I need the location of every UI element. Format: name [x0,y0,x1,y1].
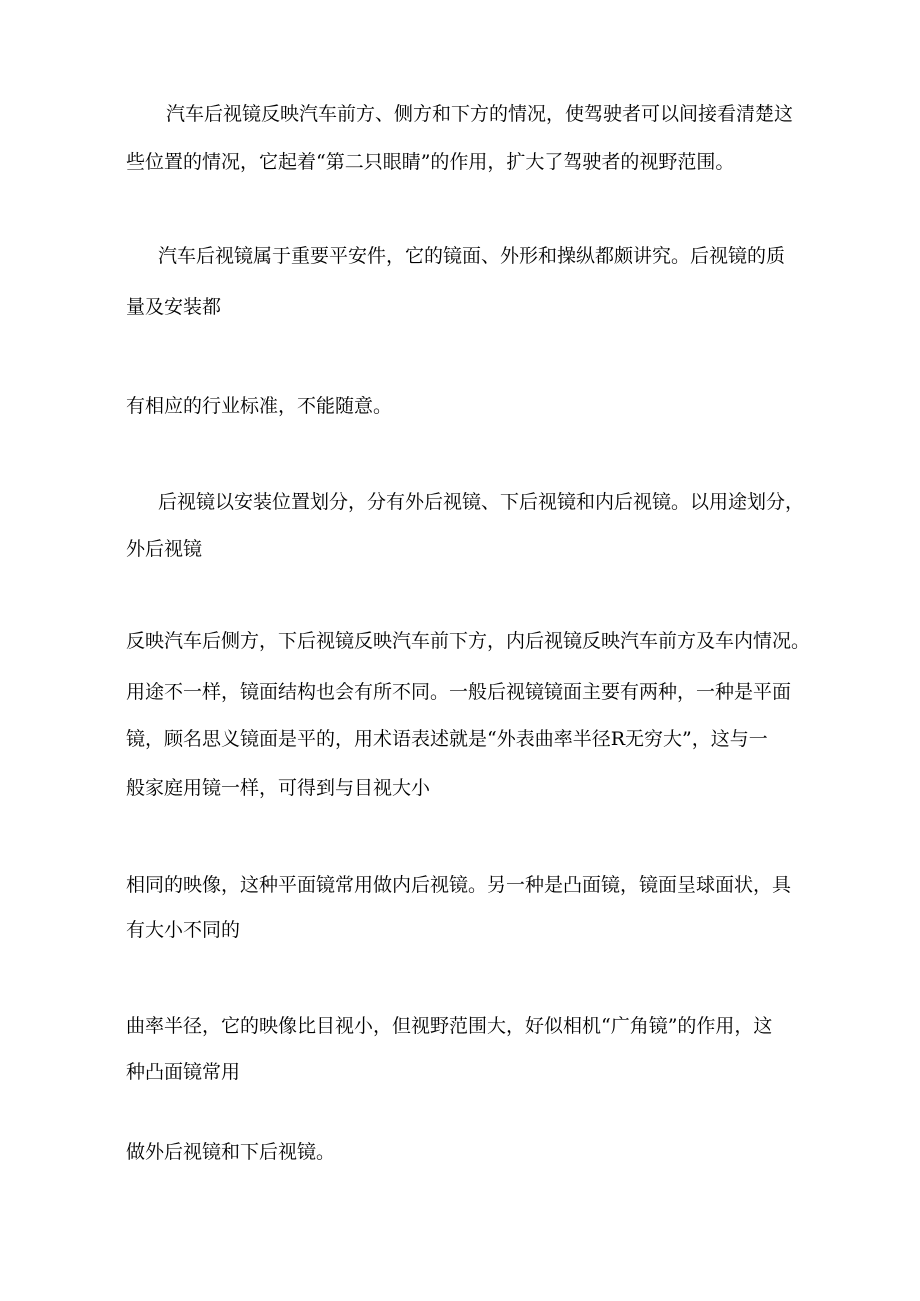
text-line: 汽车后视镜反映汽车前方、侧方和下方的情况，使驾驶者可以间接看清楚这 [166,103,794,125]
text-line: 后视镜以安装位置划分，分有外后视镜、下后视镜和内后视镜。以用途划分， [158,491,805,513]
text-line: 做外后视镜和下后视镜。 [126,1141,336,1163]
text-line: 有大小不同的 [126,919,241,941]
text-line: 用途不一样，镜面结构也会有所不同。一般后视镜镜面主要有两种，一种是平面 [126,681,792,703]
text-line: 曲率半径，它的映像比目视小，但视野范围大，好似相机“广角镜”的作用，这 [126,1015,773,1037]
text-line: 镜，顾名思义镜面是平的，用术语表述就是“外表曲率半径R无穷大”，这与一 [126,728,768,750]
text-line: 量及安装都 [126,296,222,318]
text-line: 汽车后视镜属于重要平安件，它的镜面、外形和操纵都颇讲究。后视镜的质 [158,245,786,267]
text-line: 些位置的情况，它起着“第二只眼睛”的作用，扩大了驾驶者的视野范围。 [126,151,735,173]
text-line: 种凸面镜常用 [126,1061,241,1083]
text-line: 有相应的行业标准，不能随意。 [126,395,393,417]
text-line: 反映汽车后侧方，下后视镜反映汽车前下方，内后视镜反映汽车前方及车内情况。 [126,630,811,652]
text-line: 般家庭用镜一样，可得到与目视大小 [126,777,431,799]
text-line: 外后视镜 [126,538,203,560]
text-line: 相同的映像，这种平面镜常用做内后视镜。另一种是凸面镜，镜面呈球面状，具 [126,874,792,896]
